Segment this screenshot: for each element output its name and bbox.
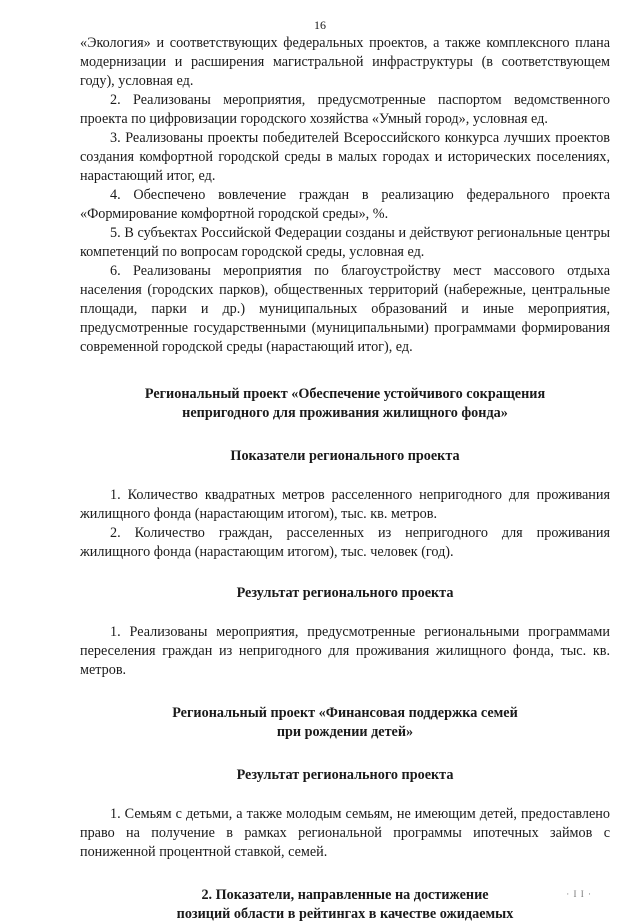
paragraph-contest-winners: 3. Реализованы проекты победителей Всероссийского конкурса лучших проектов создания комфортной городской среды в малых городах и исторических поселениях, нарастающий итог, ед.: [80, 130, 610, 184]
project-housing-title-line1: Региональный проект «Обеспечение устойчивого сокращения: [144, 386, 546, 402]
paragraph-smart-city: 2. Реализованы мероприятия, предусмотренные паспортом ведомственного проекта по цифровизации городского хозяйства «Умный город», условная ед.: [80, 92, 610, 127]
page-number: 16: [314, 18, 326, 32]
section-2-title-line1: 2. Показатели, направленные на достижение: [201, 887, 489, 903]
paragraph-ecology-continuation: «Экология» и соответствующих федеральных проектов, а также комплексного плана модернизации и расширения магистральной инфраструктуры (в соответствующем году), условная ед.: [80, 35, 610, 89]
project-housing-indicator-1: 1. Количество квадратных метров расселенного непригодного для проживания жилищного фонда (нарастающим итогом), тыс. кв. метров.: [80, 487, 610, 522]
project-housing-indicators-heading: Показатели регионального проекта: [230, 448, 460, 464]
project-housing-result-1: 1. Реализованы мероприятия, предусмотренные региональными программами переселения граждан из непригодного для проживания жилищного фонда, тыс. кв. метров.: [80, 624, 610, 678]
project-housing-indicator-2: 2. Количество граждан, расселенных из непригодного для проживания жилищного фонда (нарастающим итогом), тыс. человек (год).: [80, 525, 610, 560]
section-2-title-line2: позиций области в рейтингах в качестве ожидаемых: [176, 906, 514, 922]
project-housing-title-line2: непригодного для проживания жилищного фонда»: [182, 405, 508, 421]
paragraph-competence-centers: 5. В субъектах Российской Федерации созданы и действуют региональные центры компетенций по вопросам городской среды, условная ед.: [80, 225, 610, 260]
project-family-result-1: 1. Семьям с детьми, а также молодым семьям, не имеющим детей, предоставлено право на получение в рамках региональной программы ипотечных займов с пониженной процентной ставкой, семей.: [80, 806, 610, 860]
paragraph-citizen-involvement: 4. Обеспечено вовлечение граждан в реализацию федерального проекта «Формирование комфортной городской среды», %.: [80, 187, 610, 222]
paragraph-landscaping: 6. Реализованы мероприятия по благоустройству мест массового отдыха населения (городских парков), общественных территорий (набережные, центральные площади, парки и др.) муниципальных образований и иные мероприятия, предусмотренные государственными (муниципальными) программами формирования современной городской среды (нарастающий итог), ед.: [80, 263, 610, 355]
project-family-result-heading: Результат регионального проекта: [236, 767, 454, 783]
footer-mark: · I I ·: [566, 889, 592, 899]
project-housing-result-heading: Результат регионального проекта: [236, 585, 454, 601]
project-family-title-line2: при рождении детей»: [276, 724, 414, 740]
document-body: [80, 34, 610, 924]
project-family-title-line1: Региональный проект «Финансовая поддержка семей: [172, 705, 518, 721]
